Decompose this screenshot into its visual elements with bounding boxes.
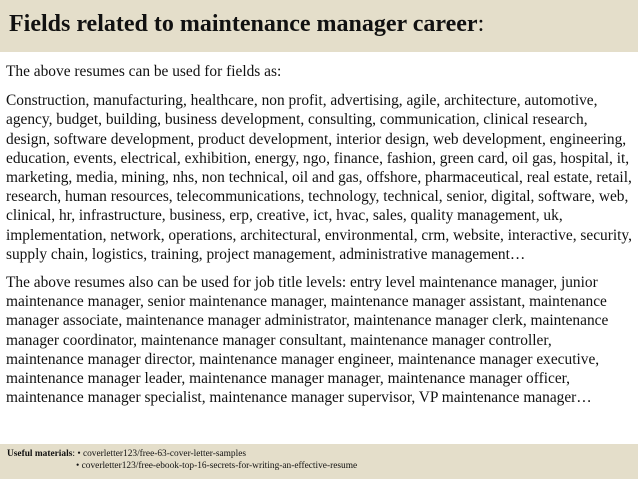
footer-link-ebook-resume-secrets[interactable]: • coverletter123/free-ebook-top-16-secrets-for-writing-an-effective-resume	[76, 461, 358, 471]
footer-link-cover-letter-samples[interactable]: • coverletter123/free-63-cover-letter-samples	[77, 449, 247, 459]
footer-row-1	[7, 448, 357, 460]
footer	[7, 448, 357, 472]
intro-text: The above resumes can be used for fields as:	[6, 63, 282, 80]
footer-row-2	[7, 460, 357, 472]
slide-content	[6, 62, 632, 407]
slide-title-text: Fields related to maintenance manager career	[9, 11, 478, 37]
useful-materials-colon: :	[72, 449, 78, 459]
job-levels-text: The above resumes also can be used for job title levels: entry level maintenance manager, junior maintenance manager, senior maintenance manager, maintenance manager assistant, maintenance manager associate, maintenance manager administrator, maintenance manager clerk, maintenance manager coordinator, maintenance manager consultant, maintenance manager controller, maintenance manager director, maintenance manager engineer, maintenance manager executive, maintenance manager leader, maintenance manager manager, maintenance manager officer, maintenance manager specialist, maintenance manager supervisor, VP maintenance manager…	[6, 274, 609, 407]
fields-list-text: Construction, manufacturing, healthcare, non profit, advertising, agile, architecture, automotive, agency, budget, building, business development, consulting, communication, clinical research, design, software development, product development, interior design, web development, engineering, education, events, electrical, exhibition, energy, ngo, finance, fashion, green card, oil gas, hospital, it, marketing, media, mining, nhs, non technical, oil and gas, offshore, pharmaceutical, real estate, retail, research, human resources, telecommunications, technology, technical, senior, digital, software, web, clinical, hr, infrastructure, business, erp, creative, ict, hvac, sales, quality management, uk, implementation, network, operations, architectural, environmental, crm, website, interactive, security, supply chain, logistics, training, project management, administrative management…	[6, 92, 632, 263]
slide-title	[9, 9, 484, 39]
useful-materials-label: Useful materials	[7, 449, 73, 459]
slide-title-colon: :	[477, 11, 485, 37]
